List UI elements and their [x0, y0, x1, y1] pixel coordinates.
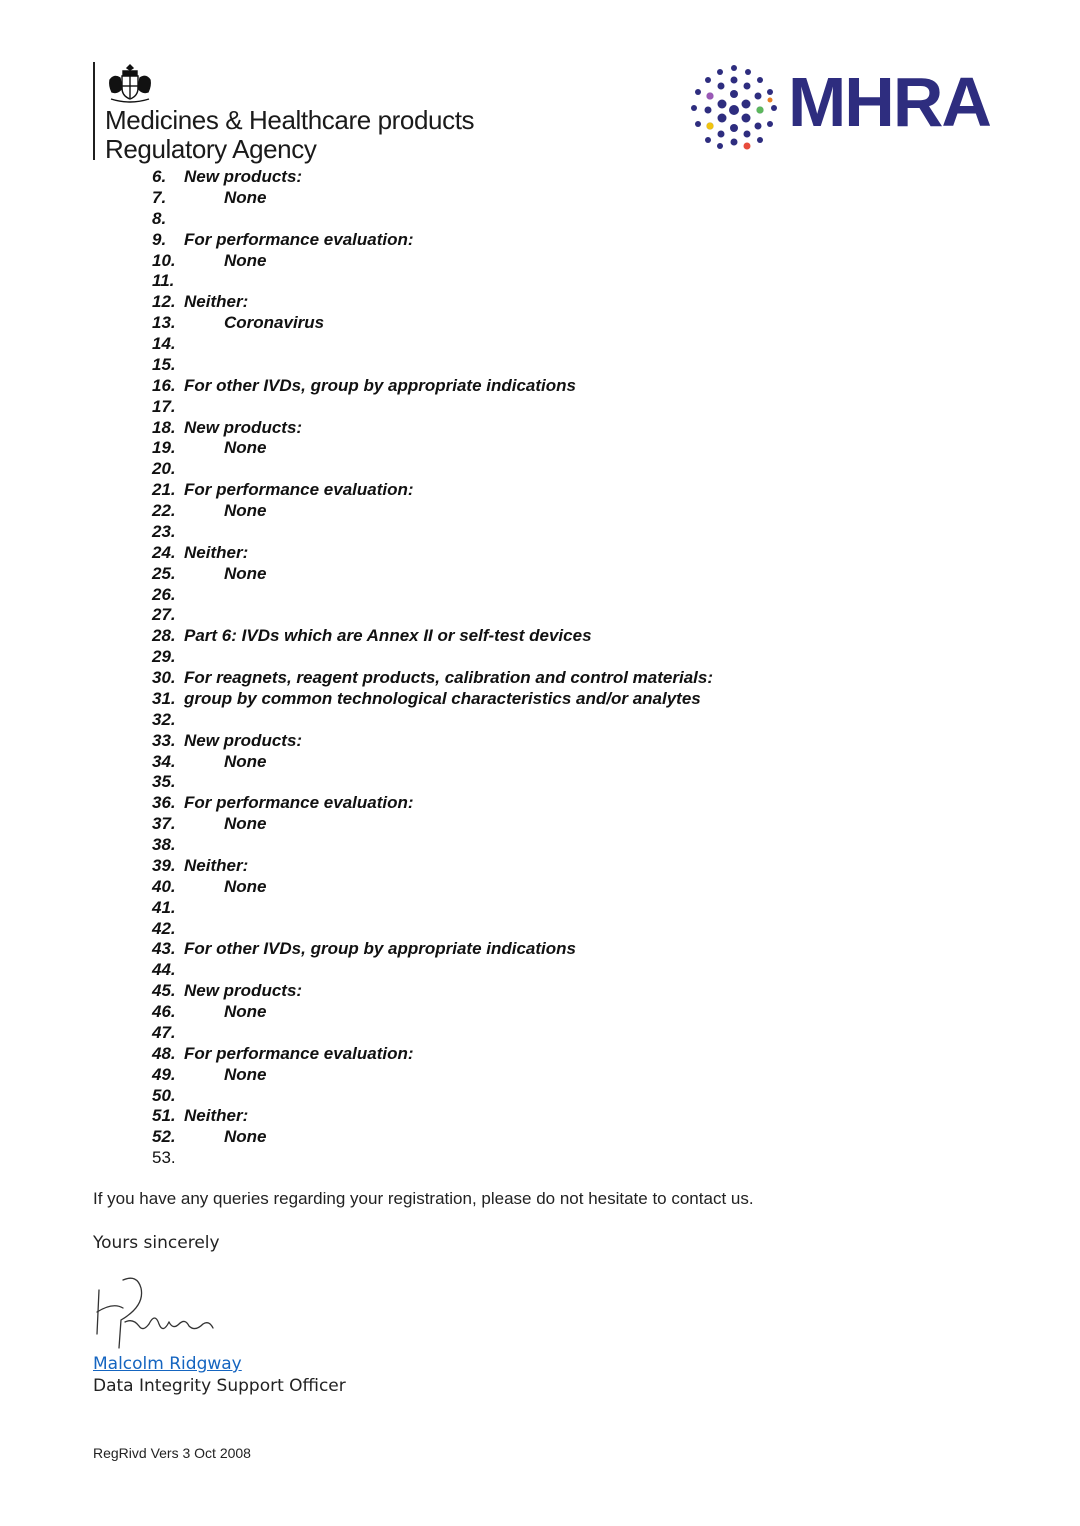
list-item-number: 11.: [152, 271, 175, 291]
list-item-number: 18.: [152, 417, 176, 437]
list-item-number: 44.: [152, 960, 176, 980]
list-item-number: 52.: [152, 1127, 176, 1147]
list-item-text: Part 6: IVDs which are Annex II or self-test devices: [184, 626, 592, 646]
list-item-number: 6.: [152, 167, 167, 186]
list-item-text: None: [224, 751, 267, 771]
list-item-number: 17.: [152, 396, 176, 416]
list-item-number: 41.: [152, 897, 176, 917]
list-item-text: None: [224, 1127, 267, 1147]
signer-name-link[interactable]: Malcolm Ridgway: [93, 1354, 242, 1374]
list-item-number: 22.: [152, 501, 176, 520]
list-item-text: None: [224, 187, 267, 207]
agency-name: [105, 106, 525, 164]
list-item-text: None: [224, 501, 267, 520]
list-item-text: Neither:: [184, 542, 249, 562]
mhra-logo-text: MHRA: [788, 63, 990, 141]
list-item-number: 16.: [152, 375, 176, 395]
list-item-number: 30.: [152, 668, 176, 687]
list-item-number: 19.: [152, 438, 176, 458]
closing-salutation: Yours sincerely: [93, 1233, 220, 1253]
list-item-number: 39.: [152, 855, 176, 875]
list-item-text: None: [224, 563, 267, 583]
list-item-number: 14.: [152, 334, 176, 353]
list-item-number: 20.: [152, 459, 176, 479]
mhra-dots-icon: [688, 62, 780, 154]
list-item-number: 49.: [152, 1064, 176, 1084]
list-item-text: Coronavirus: [224, 313, 325, 333]
list-item-number: 26.: [152, 584, 176, 604]
signer-title: Data Integrity Support Officer: [93, 1376, 346, 1396]
list-item-number: 37.: [152, 814, 176, 834]
list-item-number: 50.: [152, 1085, 176, 1105]
list-item-number: 31.: [152, 688, 176, 708]
list-item-number: 9.: [152, 229, 167, 249]
mhra-logo: [688, 62, 998, 158]
list-item-text: None: [224, 250, 267, 270]
list-item-number: 13.: [152, 313, 176, 333]
list-item-text: Neither:: [184, 292, 249, 312]
list-item-text: For performance evaluation:: [184, 793, 414, 813]
footer-reference: RegRivd Vers 3 Oct 2008: [93, 1445, 251, 1461]
list-item-text: New products:: [184, 981, 303, 1001]
list-item-number: 10.: [152, 250, 176, 270]
list-item-number: 48.: [152, 1043, 176, 1063]
list-item-number: 43.: [152, 939, 176, 959]
list-item-number: 28.: [152, 626, 176, 646]
list-item-number: 7.: [152, 187, 167, 207]
royal-crest-icon: [105, 62, 155, 104]
list-item-text: For performance evaluation:: [184, 480, 414, 500]
list-item-number: 34.: [152, 751, 176, 771]
query-sentence: If you have any queries regarding your registration, please do not hesitate to contact us.: [93, 1189, 754, 1208]
list-item-number: 40.: [152, 876, 176, 896]
list-item-text: For other IVDs, group by appropriate indications: [184, 375, 576, 395]
list-item-number: 33.: [152, 730, 176, 750]
handwritten-signature: [93, 1272, 217, 1352]
list-item-number: 35.: [152, 772, 176, 792]
list-item-number: 38.: [152, 835, 176, 854]
list-item-number: 21.: [152, 480, 176, 500]
list-item-number: 8.: [152, 208, 167, 228]
list-item-number: 45.: [152, 981, 176, 1001]
list-item-text: group by common technological characteristics and/or analytes: [184, 688, 701, 708]
list-item-text: New products:: [184, 417, 303, 437]
list-item-number: 29.: [152, 647, 176, 667]
list-item-text: New products:: [184, 167, 303, 186]
list-item-number: 46.: [152, 1002, 176, 1021]
list-item-number: 23.: [152, 521, 176, 541]
list-item-number: 47.: [152, 1022, 176, 1042]
list-item-text: None: [224, 1002, 267, 1021]
agency-header: [93, 62, 475, 164]
list-item-text: None: [224, 438, 267, 458]
list-item-number: 32.: [152, 709, 176, 729]
list-item-text: For other IVDs, group by appropriate indications: [184, 939, 576, 959]
list-item-text: None: [224, 1064, 267, 1084]
list-item-text: Neither:: [184, 1106, 249, 1126]
agency-name-line2: Regulatory Agency: [105, 134, 317, 164]
list-item-number: 24.: [152, 542, 176, 562]
list-item-text: None: [224, 876, 267, 896]
list-item-text: New products:: [184, 730, 303, 750]
list-item-text: Neither:: [184, 855, 249, 875]
list-item-text: None: [224, 814, 267, 834]
agency-name-line1: Medicines & Healthcare products: [105, 105, 475, 135]
list-item-text: For reagnets, reagent products, calibration and control materials:: [184, 668, 714, 687]
list-item-number: 53.: [152, 1148, 176, 1168]
list-item-number: 15.: [152, 354, 176, 374]
list-item-text: For performance evaluation:: [184, 1043, 414, 1063]
list-item-number: 25.: [152, 563, 176, 583]
list-item-number: 12.: [152, 292, 176, 312]
list-item-number: 51.: [152, 1106, 176, 1126]
list-item-number: 42.: [152, 918, 176, 938]
list-item-text: For performance evaluation:: [184, 229, 414, 249]
list-item-number: 36.: [152, 793, 176, 813]
list-item-number: 27.: [152, 605, 176, 625]
